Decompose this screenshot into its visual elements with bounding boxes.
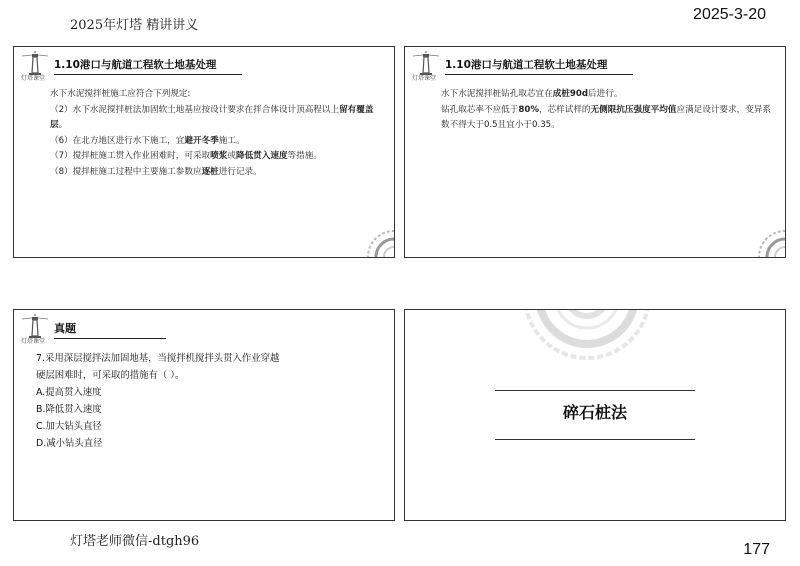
corner-gear-icon [360, 223, 395, 258]
corner-gear-icon [751, 223, 786, 258]
option-a: A.提高贯入速度 [36, 387, 102, 398]
slide-title: 1.10港口与航道工程软土地基处理 [445, 57, 633, 75]
divider-bottom [495, 439, 695, 440]
logo-text: 灯塔课堂 [21, 338, 46, 345]
divider-top [495, 390, 695, 391]
question-text: 硬层困难时，可采取的措施有（ ）。 [36, 370, 185, 381]
text-line: 钻孔取芯率不应低于80%，芯样试样的无侧限抗压强度平均值应满足设计要求，变异系数不得大于0.5且宜小于0.35。 [441, 104, 772, 130]
text-line: （8）搅拌桩施工过程中主要施工参数应逐桩进行记录。 [50, 166, 262, 177]
slide-title: 1.10港口与航道工程软土地基处理 [54, 57, 242, 75]
question-body [36, 350, 381, 452]
text-line: （2）水下水泥搅拌桩法加固软土地基应按设计要求在拌合体设计顶高程以上留有覆盖层。 [50, 104, 374, 130]
header-title: 2025年灯塔 精讲讲义 [70, 18, 199, 33]
half-gear-decoration-icon [517, 309, 657, 366]
text-line: 水下水泥搅拌桩施工应符合下列规定: [50, 89, 191, 99]
slide-1 [13, 46, 395, 258]
slide-3 [13, 309, 395, 521]
header-date: 2025-3-20 [693, 6, 766, 23]
text-line: 水下水泥搅拌桩钻孔取芯宜在成桩90d后进行。 [441, 89, 623, 99]
slide-body [36, 87, 382, 180]
text-line: （7）搅拌桩施工贯入作业困难时，可采取喷浆或降低贯入速度等措施。 [50, 151, 322, 161]
question-text: 7.采用深层搅拌法加固地基，当搅拌机搅拌头贯入作业穿越 [36, 353, 280, 364]
footer-contact: 灯塔老师微信-dtgh96 [70, 534, 200, 549]
slide-title: 真题 [54, 320, 166, 339]
slide-body [427, 87, 773, 134]
section-title: 碎石桩法 [562, 403, 627, 422]
slide-4 [404, 309, 786, 521]
option-b: B.降低贯入速度 [36, 404, 102, 415]
option-d: D.减小钻头直径 [36, 438, 103, 449]
slide-2 [404, 46, 786, 258]
option-c: C.加大钻头直径 [36, 421, 102, 432]
text-line: （6）在北方地区进行水下施工，宜避开冬季施工。 [50, 135, 245, 146]
logo-text: 灯塔课堂 [21, 75, 46, 82]
page-number: 177 [743, 541, 770, 558]
logo-text: 灯塔课堂 [412, 75, 437, 82]
